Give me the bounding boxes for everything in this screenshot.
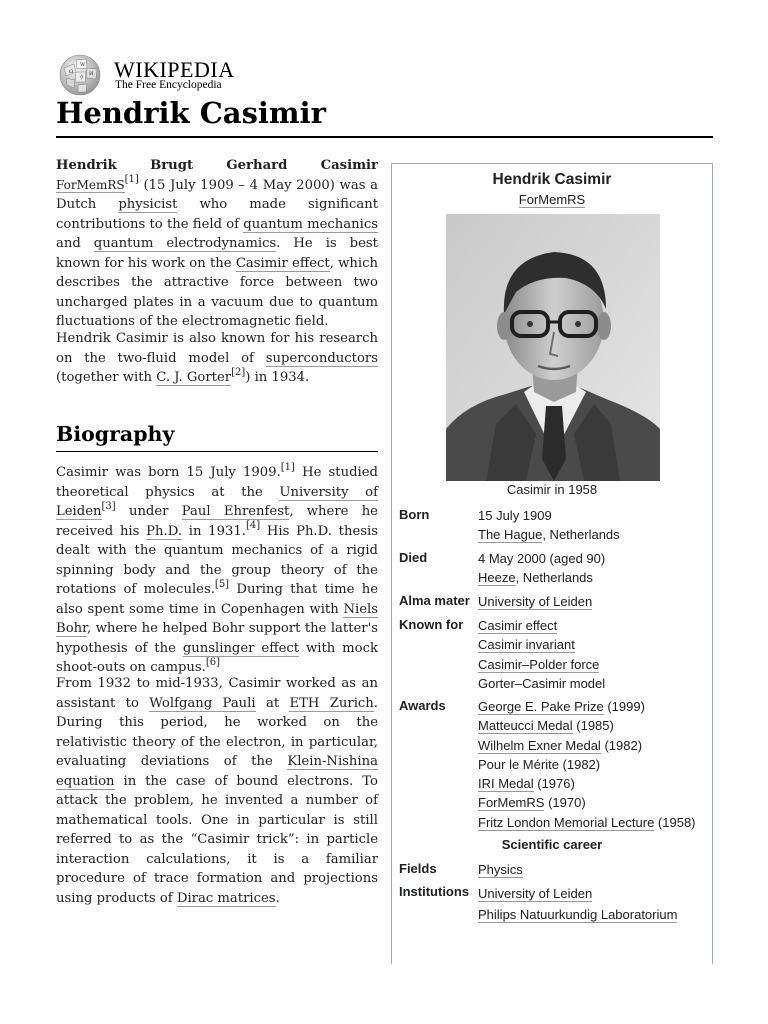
intro-text: Hendrik Casimir is also known for his research on the two-fluid model of [56, 331, 378, 366]
award-link[interactable]: IRI Medal [478, 776, 534, 792]
link-casimir-effect[interactable]: Casimir effect [235, 255, 330, 271]
link-quantum-electrodynamics[interactable]: quantum electrodynamics [93, 236, 277, 251]
born-value [478, 506, 620, 545]
wikipedia-tagline: The Free Encyclopedia [115, 79, 222, 91]
biography-paragraph-2 [56, 674, 378, 908]
alma-mater-label: Alma mater [399, 593, 470, 608]
citation-4[interactable]: [4] [245, 520, 261, 532]
award-item [478, 755, 696, 774]
award-year: (1958) [654, 814, 696, 830]
award-link[interactable]: ForMemRS [478, 795, 545, 811]
infobox-title: Hendrik Casimir [492, 171, 612, 188]
institutions-label: Institutions [399, 884, 470, 899]
link-alma-mater[interactable]: University of Leiden [478, 594, 593, 609]
bio-text: at [255, 695, 290, 711]
known-for-list [478, 616, 605, 693]
link-quantum-mechanics[interactable]: quantum mechanics [243, 216, 378, 232]
link-physicist[interactable]: physicist [118, 197, 178, 212]
link-university-of-leiden[interactable]: University of Leiden [56, 484, 378, 519]
wikipedia-globe-logo[interactable] [56, 54, 104, 96]
page-title: Hendrik Casimir [56, 96, 326, 130]
known-for-item[interactable]: Casimir effect [478, 618, 558, 633]
bio-text: . During this period, he worked on the relativistic theory of the electron, in particular, evaluating deviations of the [56, 695, 378, 769]
bio-text: His Ph.D. thesis dealt with the quantum mechanics of a rigid spinning body and the group theory of the rotations of molecules. [56, 523, 379, 597]
fields-value [478, 860, 523, 879]
institutions-list [478, 883, 677, 925]
title-divider [56, 136, 713, 138]
bio-text: . [275, 890, 280, 906]
link-the-hague[interactable]: The Hague [478, 527, 543, 543]
award-year: (1999) [603, 699, 645, 714]
svg-text:ウ: ウ [79, 75, 85, 81]
intro-text: (together with [56, 370, 157, 385]
intro-text: , which describes the attractive force between two uncharged plates in a vacuum due to quantum fluctuations of the electromagnetic field. [56, 255, 378, 329]
link-wolfgang-pauli[interactable]: Wolfgang Pauli [149, 695, 256, 711]
citation-3[interactable]: [3] [101, 500, 116, 512]
alma-mater-value [478, 592, 592, 611]
known-for-label: Known for [399, 617, 464, 632]
born-place [478, 525, 620, 544]
bio-text: with mock shoot-outs on campus. [56, 640, 378, 675]
known-for-item: Gorter–Casimir model [478, 675, 606, 691]
link-heeze[interactable]: Heeze [478, 570, 516, 586]
link-dirac-matrices[interactable]: Dirac matrices [176, 890, 276, 906]
bio-text: , where he helped Bohr support the latter's hypothesis of the [56, 621, 378, 656]
born-label: Born [399, 507, 430, 522]
intro-text: ) in 1934. [245, 370, 310, 385]
bio-text: From 1932 to mid-1933, Casimir worked as an assistant to [56, 676, 378, 711]
award-year: (1982) [600, 737, 643, 753]
link-gunslinger-effect[interactable]: gunslinger effect [182, 640, 300, 656]
svg-text:Ω: Ω [69, 69, 74, 75]
link-klein-nishina[interactable]: Klein-Nishina equation [56, 754, 378, 789]
award-year: (1985) [572, 718, 614, 734]
bio-text: under [115, 504, 182, 519]
link-formemrs[interactable]: ForMemRS [518, 192, 586, 207]
award-item [478, 716, 696, 735]
award-item [478, 793, 696, 812]
born-country: , Netherlands [542, 527, 620, 543]
citation-6[interactable]: [6] [205, 656, 221, 668]
link-niels-bohr[interactable]: Niels Bohr [56, 601, 378, 636]
portrait-photo[interactable] [446, 214, 660, 481]
award-link[interactable]: George E. Pake Prize [478, 699, 604, 714]
known-for-item[interactable]: Casimir–Polder force [478, 656, 600, 672]
institution-link[interactable]: Philips Natuurkundig Laboratorium [478, 907, 678, 922]
biography-paragraph [56, 463, 378, 678]
citation-5[interactable]: [5] [214, 578, 230, 590]
link-gorter[interactable]: C. J. Gorter [156, 370, 232, 385]
award-item [478, 697, 696, 716]
intro-text: and [56, 236, 94, 251]
award-link[interactable]: Fritz London Memorial Lecture [478, 814, 655, 830]
born-date: 15 July 1909 [478, 508, 552, 523]
known-for-item[interactable]: Casimir invariant [478, 637, 575, 653]
intro-text: who made significant contributions to the field of [56, 197, 378, 232]
svg-text:И: И [89, 71, 94, 77]
fields-label: Fields [399, 861, 437, 876]
postnominal-link[interactable]: ForMemRS [56, 177, 125, 192]
award-year: (1970) [544, 795, 586, 811]
citation-2[interactable]: [2] [231, 366, 246, 378]
awards-list [478, 697, 696, 832]
institution-link[interactable]: University of Leiden [478, 886, 593, 901]
bio-text: , where he received his [56, 504, 378, 539]
section-heading-biography: Biography [56, 422, 175, 446]
bio-text: During that time he also spent some time in Copenhagen with [56, 582, 378, 617]
intro-text: (15 July 1909 – 4 May 2000) was a Dutch [56, 177, 378, 212]
subject-full-name: Hendrik Brugt Gerhard Casimir [56, 158, 378, 173]
died-value [478, 549, 605, 588]
award-link[interactable]: Matteucci Medal [478, 718, 573, 734]
citation-1[interactable]: [1] [280, 461, 295, 473]
bio-text: Casimir was born 15 July 1909. [56, 465, 281, 480]
bio-text: in 1931. [182, 523, 246, 539]
scientific-career-header: Scientific career [501, 837, 603, 852]
intro-paragraph-2 [56, 329, 378, 388]
bio-text: He studied theoretical physics at the [56, 465, 378, 500]
link-superconductors[interactable]: superconductors [265, 350, 378, 366]
award-link[interactable]: Wilhelm Exner Medal [478, 737, 601, 753]
svg-text:W: W [80, 62, 86, 68]
died-label: Died [399, 550, 428, 565]
bio-text: in the case of bound electrons. To attack the problem, he invented a number of mathematical tools. One in particular is still referred to as the “Casimir trick”: in particle interaction calculations, it is a familiar procedure of trace formation and projections using products of [56, 773, 378, 906]
award-name: Pour le Mérite [478, 756, 559, 772]
link-physics[interactable]: Physics [478, 862, 523, 877]
died-country: , Netherlands [515, 570, 593, 586]
award-item [478, 774, 696, 793]
awards-label: Awards [399, 698, 446, 713]
wikipedia-wordmark[interactable]: WIKIPEDIA [114, 57, 235, 82]
award-year: (1976) [533, 776, 575, 792]
link-paul-ehrenfest[interactable]: Paul Ehrenfest [181, 504, 290, 519]
intro-text: . He is best known for his work on the [56, 236, 378, 271]
intro-paragraph [56, 156, 378, 332]
section-divider [56, 451, 378, 452]
award-item [478, 813, 696, 832]
photo-caption: Casimir in 1958 [506, 482, 598, 497]
died-place [478, 568, 605, 587]
infobox-postnominal [392, 192, 712, 207]
link-eth-zurich[interactable]: ETH Zurich [289, 695, 374, 711]
award-item [478, 736, 696, 755]
link-phd[interactable]: Ph.D. [146, 523, 183, 539]
citation-1[interactable]: [1] [124, 174, 139, 186]
died-date: 4 May 2000 (aged 90) [478, 551, 606, 566]
award-year: (1982) [558, 756, 601, 772]
site-header [56, 54, 316, 96]
infobox [391, 163, 713, 964]
